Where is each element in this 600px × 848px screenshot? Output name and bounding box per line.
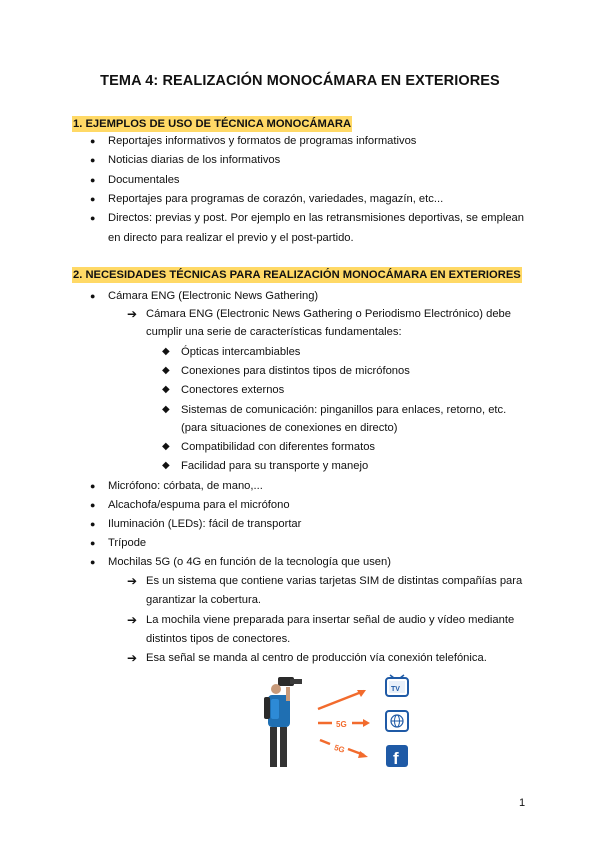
list-item: Noticias diarias de los informativos [108,154,281,166]
feature-item: Compatibilidad con diferentes formatos [181,441,376,453]
page-number: 1 [519,797,526,809]
sub-item: Esa señal se manda al centro de producción vía conexión telefónica. [146,652,487,664]
section-2-heading: 2. NECESIDADES TÉCNICAS PARA REALIZACIÓN MONOCÁMARA EN EXTERIORES [73,269,521,281]
diamond-bullet-icon: ◆ [162,346,170,357]
bullet-icon: ● [90,155,96,165]
cameraman-figure [264,677,302,767]
diamond-bullet-icon: ◆ [162,384,170,395]
facebook-label: f [393,749,399,768]
sub-item: La mochila viene preparada para insertar señal de audio y vídeo mediante [146,614,515,626]
facebook-icon [386,745,408,768]
bullet-icon: ● [90,175,96,185]
tv-icon [386,675,408,696]
web-globe-icon [386,711,408,731]
list-item: Reportajes informativos y formatos de programas informativos [108,135,417,147]
bullet-icon: ● [90,500,96,510]
list-item-continuation: en directo para realizar el previo y el post-partido. [108,232,354,244]
tv-label: TV [391,686,400,693]
bullet-icon: ● [90,519,96,529]
bullet-icon: ● [90,213,96,223]
signal-arrow-bot-a [320,740,330,744]
feature-item: Conectores externos [181,384,285,396]
signal-arrow-top [318,691,364,709]
section-1-heading: 1. EJEMPLOS DE USO DE TÉCNICA MONOCÁMARA [73,118,352,130]
arrow-right-icon: ➔ [127,574,138,588]
bullet-icon: ● [90,136,96,146]
diamond-bullet-icon: ◆ [162,365,170,376]
feature-item: Sistemas de comunicación: pinganillos para enlaces, retorno, etc. [181,404,507,416]
list-item: Micrófono: córbata, de mano,... [108,480,263,492]
feature-item: Conexiones para distintos tipos de micrófonos [181,365,410,377]
label-5g-bottom: 5G [332,743,346,755]
sub-item: Es un sistema que contiene varias tarjetas SIM de distintas compañías para [146,575,523,587]
feature-item-continuation: (para situaciones de conexiones en directo) [181,422,398,434]
diamond-bullet-icon: ◆ [162,441,170,452]
bullet-icon: ● [90,538,96,548]
arrow-right-icon: ➔ [127,613,138,627]
page-title: TEMA 4: REALIZACIÓN MONOCÁMARA EN EXTERIORES [100,73,500,89]
arrow-right-icon: ➔ [127,651,138,665]
bullet-icon: ● [90,557,96,567]
list-item: Alcachofa/espuma para el micrófono [108,499,290,511]
sub-item: Cámara ENG (Electronic News Gathering o Periodismo Electrónico) debe [146,308,511,320]
label-5g-mid: 5G [336,720,347,729]
arrow-right-icon: ➔ [127,307,138,321]
list-item: Iluminación (LEDs): fácil de transportar [108,518,302,530]
sub-item-continuation: distintos tipos de conectores. [146,633,291,645]
diamond-bullet-icon: ◆ [162,404,170,415]
list-item: Documentales [108,174,180,186]
bullet-icon: ● [90,291,96,301]
sub-item-continuation: cumplir una serie de características fundamentales: [146,326,402,338]
sub-item-continuation: garantizar la cobertura. [146,594,262,606]
feature-item: Ópticas intercambiables [181,346,301,358]
feature-item: Facilidad para su transporte y manejo [181,460,369,472]
list-item: Trípode [108,537,147,549]
list-item: Directos: previas y post. Por ejemplo en las retransmisiones deportivas, se emplean [108,212,524,224]
bullet-icon: ● [90,481,96,491]
diamond-bullet-icon: ◆ [162,460,170,471]
bullet-icon: ● [90,194,96,204]
list-item: Mochilas 5G (o 4G en función de la tecnología que usen) [108,556,391,568]
list-item: Reportajes para programas de corazón, variedades, magazín, etc... [108,193,444,205]
list-item: Cámara ENG (Electronic News Gathering) [108,290,319,302]
mochila-5g-illustration [260,673,420,773]
